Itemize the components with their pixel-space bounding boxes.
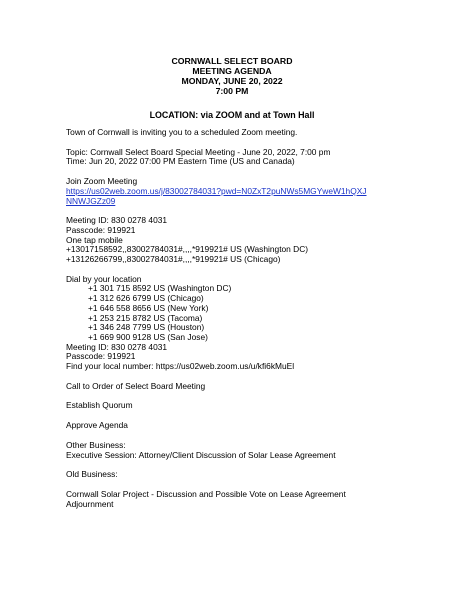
other-business-heading: Other Business: [66,439,126,450]
passcode: Passcode: 919921 [66,351,136,362]
agenda-title: MEETING AGENDA [192,66,272,76]
old-business-heading: Old Business: [66,469,118,480]
agenda-item-approve: Approve Agenda [66,420,128,431]
meeting-id: Meeting ID: 830 0278 4031 [66,215,168,226]
passcode: Passcode: 919921 [66,224,136,235]
one-tap-heading: One tap mobile [66,234,123,245]
dial-heading: Dial by your location [66,273,142,284]
dial-number: +1 301 715 8592 US (Washington DC) [88,283,232,294]
agenda-header [0,56,464,96]
join-link-continued[interactable]: NNWJGZz09 [66,195,116,206]
dial-number: +1 669 900 9128 US (San Jose) [88,331,208,342]
one-tap-number: +13017158592,,83002784031#,,,,*919921# US (Washington DC) [66,244,309,255]
join-link[interactable]: https://us02web.zoom.us/j/83002784031?pwd=N0ZxT2puNWs5MGYweW1hQXJ [66,185,367,196]
dial-number: +1 346 248 7799 US (Houston) [88,322,205,333]
agenda-item-executive-session: Executive Session: Attorney/Client Discussion of Solar Lease Agreement [66,449,336,460]
one-tap-number: +13126266799,,83002784031#,,,,*919921# US (Chicago) [66,254,281,265]
dial-number: +1 253 215 8782 US (Tacoma) [88,312,203,323]
agenda-item-call-to-order: Call to Order of Select Board Meeting [66,380,206,391]
meeting-date: MONDAY, JUNE 20, 2022 [181,76,283,86]
board-name: CORNWALL SELECT BOARD [171,56,293,66]
meeting-time-detail: Time: Jun 20, 2022 07:00 PM Eastern Time (US and Canada) [66,156,295,167]
meeting-time: 7:00 PM [215,86,249,96]
zoom-intro: Town of Cornwall is inviting you to a scheduled Zoom meeting. [66,127,298,137]
meeting-topic: Topic: Cornwall Select Board Special Meeting - June 20, 2022, 7:00 pm [66,146,331,157]
join-heading: Join Zoom Meeting [66,176,138,187]
agenda-body [66,128,406,509]
meeting-location: LOCATION: via ZOOM and at Town Hall [149,110,315,120]
meeting-id: Meeting ID: 830 0278 4031 [66,341,168,352]
agenda-item-solar-project: Cornwall Solar Project - Discussion and Possible Vote on Lease Agreement [66,488,346,499]
agenda-item-quorum: Establish Quorum [66,400,133,411]
dial-number: +1 646 558 8656 US (New York) [88,302,209,313]
find-local-number: Find your local number: https://us02web.zoom.us/u/kfi6kMuEl [66,361,295,372]
dial-number: +1 312 626 6799 US (Chicago) [88,293,204,304]
agenda-item-adjournment: Adjournment [66,498,114,509]
